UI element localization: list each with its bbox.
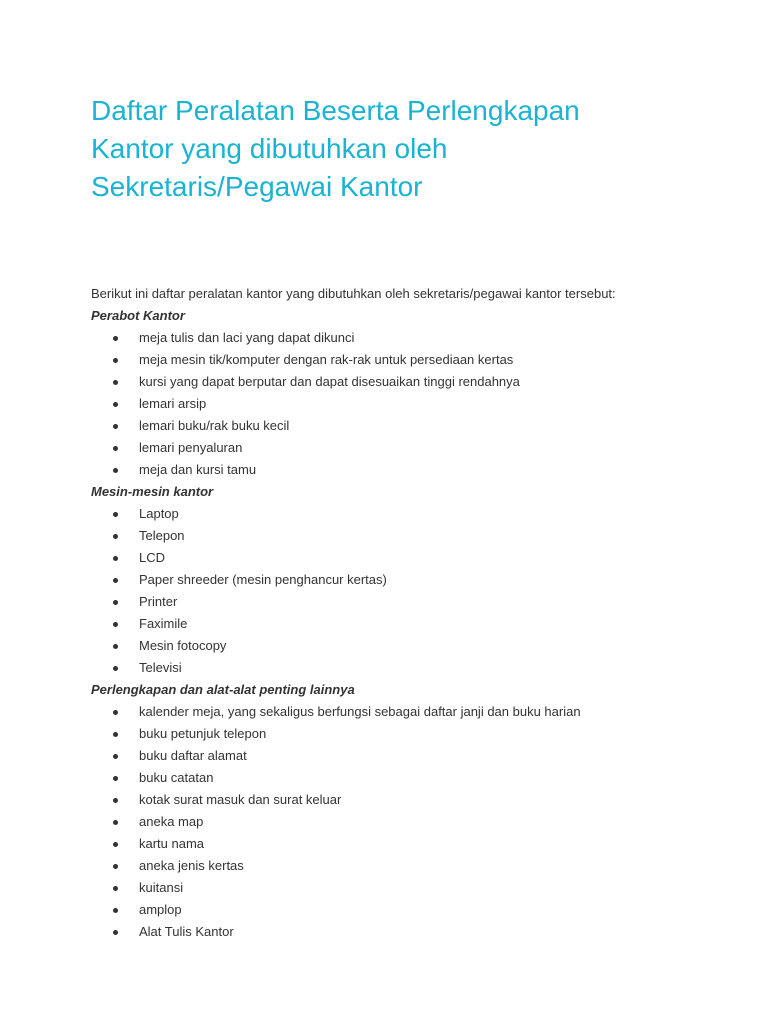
list-item-text: meja mesin tik/komputer dengan rak-rak untuk persediaan kertas <box>139 352 514 367</box>
bullet-dot-icon <box>113 556 118 561</box>
bullet-dot-icon <box>113 798 118 803</box>
bullet-dot-icon <box>113 468 118 473</box>
bullet-dot-icon <box>113 754 118 759</box>
list-item-text: lemari penyaluran <box>139 440 243 455</box>
list-item-text: meja tulis dan laci yang dapat dikunci <box>139 330 355 345</box>
list-item <box>139 437 708 459</box>
list-item <box>139 547 708 569</box>
list-item-text: kartu nama <box>139 836 205 851</box>
list-item <box>139 525 708 547</box>
bullet-dot-icon <box>113 820 118 825</box>
list-item <box>139 415 708 437</box>
bullet-dot-icon <box>113 776 118 781</box>
bullet-dot-icon <box>113 336 118 341</box>
list-item <box>139 701 708 723</box>
list-item <box>139 349 708 371</box>
bullet-dot-icon <box>113 710 118 715</box>
list-item <box>139 613 708 635</box>
list-item-text: Laptop <box>139 506 179 521</box>
list-item-text: Faximile <box>139 616 188 631</box>
bullet-dot-icon <box>113 666 118 671</box>
list-item-text: buku daftar alamat <box>139 748 247 763</box>
list-item <box>139 657 708 679</box>
list-item-text: aneka map <box>139 814 204 829</box>
bullet-dot-icon <box>113 424 118 429</box>
list-item-text: lemari arsip <box>139 396 207 411</box>
bullet-dot-icon <box>113 622 118 627</box>
list-item-text: Telepon <box>139 528 185 543</box>
list-item <box>139 569 708 591</box>
list-item-text: Printer <box>139 594 178 609</box>
bullet-dot-icon <box>113 732 118 737</box>
list-item-text: kotak surat masuk dan surat keluar <box>139 792 342 807</box>
bullet-dot-icon <box>113 534 118 539</box>
list-item <box>139 877 708 899</box>
sections-container <box>91 305 708 943</box>
bullet-list <box>91 701 708 943</box>
bullet-dot-icon <box>113 864 118 869</box>
bullet-dot-icon <box>113 600 118 605</box>
bullet-dot-icon <box>113 446 118 451</box>
list-item <box>139 503 708 525</box>
list-item <box>139 789 708 811</box>
list-item-text: aneka jenis kertas <box>139 858 244 873</box>
list-item-text: amplop <box>139 902 182 917</box>
bullet-dot-icon <box>113 380 118 385</box>
list-item <box>139 899 708 921</box>
section <box>91 481 708 679</box>
bullet-dot-icon <box>113 908 118 913</box>
list-item <box>139 745 708 767</box>
list-item-text: Alat Tulis Kantor <box>139 924 234 939</box>
bullet-list <box>91 503 708 679</box>
list-item-text: buku catatan <box>139 770 214 785</box>
list-item <box>139 767 708 789</box>
list-item-text: buku petunjuk telepon <box>139 726 267 741</box>
section <box>91 679 708 943</box>
list-item <box>139 723 708 745</box>
list-item <box>139 855 708 877</box>
bullet-dot-icon <box>113 644 118 649</box>
page-title: Daftar Peralatan Beserta Perlengkapan Kantor yang dibutuhkan oleh Sekretaris/Pegawai Kantor <box>91 95 580 202</box>
list-item <box>139 393 708 415</box>
section <box>91 305 708 481</box>
list-item-text: kalender meja, yang sekaligus berfungsi sebagai daftar janji dan buku harian <box>139 704 581 719</box>
list-item-text: lemari buku/rak buku kecil <box>139 418 290 433</box>
list-item-text: meja dan kursi tamu <box>139 462 257 477</box>
list-item-text: Televisi <box>139 660 182 675</box>
bullet-dot-icon <box>113 402 118 407</box>
intro-paragraph: Berikut ini daftar peralatan kantor yang dibutuhkan oleh sekretaris/pegawai kantor tersebut: <box>91 286 616 301</box>
list-item <box>139 459 708 481</box>
bullet-dot-icon <box>113 358 118 363</box>
bullet-dot-icon <box>113 930 118 935</box>
list-item <box>139 371 708 393</box>
list-item <box>139 327 708 349</box>
list-item <box>139 833 708 855</box>
bullet-dot-icon <box>113 886 118 891</box>
list-item <box>139 635 708 657</box>
bullet-dot-icon <box>113 578 118 583</box>
bullet-dot-icon <box>113 512 118 517</box>
list-item <box>139 591 708 613</box>
section-heading: Perabot Kantor <box>91 308 185 323</box>
section-heading: Perlengkapan dan alat-alat penting lainnya <box>91 682 355 697</box>
list-item-text: LCD <box>139 550 166 565</box>
list-item-text: Mesin fotocopy <box>139 638 227 653</box>
list-item-text: kursi yang dapat berputar dan dapat disesuaikan tinggi rendahnya <box>139 374 520 389</box>
list-item <box>139 921 708 943</box>
bullet-list <box>91 327 708 481</box>
list-item-text: kuitansi <box>139 880 184 895</box>
bullet-dot-icon <box>113 842 118 847</box>
list-item <box>139 811 708 833</box>
list-item-text: Paper shreeder (mesin penghancur kertas) <box>139 572 387 587</box>
section-heading: Mesin-mesin kantor <box>91 484 214 499</box>
